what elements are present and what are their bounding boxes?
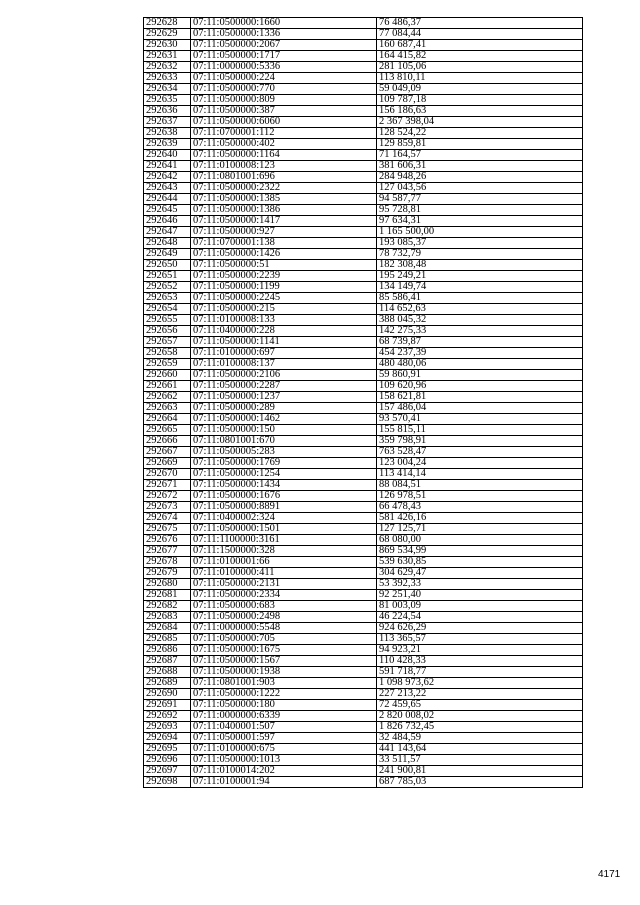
table-row: [144, 414, 583, 425]
table-row: [144, 205, 583, 216]
table-row: [144, 458, 583, 469]
value-cell: 1 826 732,45: [377, 722, 583, 733]
value-cell: 53 392,33: [377, 579, 583, 590]
cadastral-number-cell: 07:11:0000000:6339: [191, 711, 377, 722]
table-row: [144, 502, 583, 513]
value-cell: 381 606,31: [377, 161, 583, 172]
value-cell: 97 634,31: [377, 216, 583, 227]
row-number-cell: 292650: [144, 260, 191, 271]
cadastral-number-cell: 07:11:0500000:1141: [191, 337, 377, 348]
row-number-cell: 292694: [144, 733, 191, 744]
table-row: [144, 271, 583, 282]
cadastral-number-cell: 07:11:0500000:6060: [191, 117, 377, 128]
row-number-cell: 292665: [144, 425, 191, 436]
table-row: [144, 535, 583, 546]
cadastral-number-cell: 07:11:0100000:675: [191, 744, 377, 755]
table-row: [144, 491, 583, 502]
row-number-cell: 292685: [144, 634, 191, 645]
value-cell: 155 815,11: [377, 425, 583, 436]
cadastral-number-cell: 07:11:0500001:597: [191, 733, 377, 744]
cadastral-number-cell: 07:11:0100008:123: [191, 161, 377, 172]
table-row: [144, 579, 583, 590]
value-cell: 454 237,39: [377, 348, 583, 359]
value-cell: 88 084,51: [377, 480, 583, 491]
table-row: [144, 18, 583, 29]
row-number-cell: 292663: [144, 403, 191, 414]
table-row: [144, 590, 583, 601]
cadastral-number-cell: 07:11:0500000:1222: [191, 689, 377, 700]
value-cell: 93 570,41: [377, 414, 583, 425]
row-number-cell: 292644: [144, 194, 191, 205]
row-number-cell: 292671: [144, 480, 191, 491]
row-number-cell: 292645: [144, 205, 191, 216]
cadastral-number-cell: 07:11:0000000:5336: [191, 62, 377, 73]
value-cell: 195 249,21: [377, 271, 583, 282]
table-row: [144, 348, 583, 359]
table-row: [144, 216, 583, 227]
value-cell: 77 084,44: [377, 29, 583, 40]
cadastral-number-cell: 07:11:0500000:2106: [191, 370, 377, 381]
table-row: [144, 29, 583, 40]
table-row: [144, 436, 583, 447]
cadastral-number-cell: 07:11:0500000:1417: [191, 216, 377, 227]
table-row: [144, 117, 583, 128]
cadastral-number-cell: 07:11:0400000:228: [191, 326, 377, 337]
value-cell: 480 480,06: [377, 359, 583, 370]
value-cell: 123 004,24: [377, 458, 583, 469]
cadastral-number-cell: 07:11:0000000:5548: [191, 623, 377, 634]
table-row: [144, 689, 583, 700]
value-cell: 59 049,09: [377, 84, 583, 95]
table-row: [144, 667, 583, 678]
row-number-cell: 292649: [144, 249, 191, 260]
cadastral-number-cell: 07:11:0500000:215: [191, 304, 377, 315]
table-row: [144, 304, 583, 315]
cadastral-number-cell: 07:11:0500000:1426: [191, 249, 377, 260]
row-number-cell: 292637: [144, 117, 191, 128]
value-cell: 2 367 398,04: [377, 117, 583, 128]
table-row: [144, 546, 583, 557]
value-cell: 591 718,77: [377, 667, 583, 678]
value-cell: 158 621,81: [377, 392, 583, 403]
cadastral-number-cell: 07:11:0500000:387: [191, 106, 377, 117]
value-cell: 59 860,91: [377, 370, 583, 381]
value-cell: 127 125,71: [377, 524, 583, 535]
cadastral-number-cell: 07:11:0100001:94: [191, 777, 377, 788]
cadastral-number-cell: 07:11:0801001:696: [191, 172, 377, 183]
table-row: [144, 480, 583, 491]
value-cell: 109 787,18: [377, 95, 583, 106]
table-row: [144, 51, 583, 62]
value-cell: 359 798,91: [377, 436, 583, 447]
cadastral-number-cell: 07:11:0500000:150: [191, 425, 377, 436]
value-cell: 193 085,37: [377, 238, 583, 249]
table-row: [144, 513, 583, 524]
cadastral-number-cell: 07:11:0500000:1660: [191, 18, 377, 29]
table-row: [144, 392, 583, 403]
row-number-cell: 292640: [144, 150, 191, 161]
row-number-cell: 292693: [144, 722, 191, 733]
row-number-cell: 292681: [144, 590, 191, 601]
table-row: [144, 744, 583, 755]
value-cell: 157 486,04: [377, 403, 583, 414]
row-number-cell: 292664: [144, 414, 191, 425]
table-row: [144, 403, 583, 414]
row-number-cell: 292669: [144, 458, 191, 469]
row-number-cell: 292651: [144, 271, 191, 282]
cadastral-number-cell: 07:11:1100000:3161: [191, 535, 377, 546]
row-number-cell: 292698: [144, 777, 191, 788]
cadastral-number-cell: 07:11:0500000:180: [191, 700, 377, 711]
cadastral-number-cell: 07:11:1500000:328: [191, 546, 377, 557]
table-row: [144, 172, 583, 183]
value-cell: 76 486,37: [377, 18, 583, 29]
value-cell: 78 732,79: [377, 249, 583, 260]
table-row: [144, 282, 583, 293]
cadastral-number-cell: 07:11:0500000:224: [191, 73, 377, 84]
cadastral-number-cell: 07:11:0500000:2131: [191, 579, 377, 590]
row-number-cell: 292642: [144, 172, 191, 183]
row-number-cell: 292675: [144, 524, 191, 535]
cadastral-number-cell: 07:11:0500000:1386: [191, 205, 377, 216]
cadastral-number-cell: 07:11:0500000:1462: [191, 414, 377, 425]
row-number-cell: 292686: [144, 645, 191, 656]
value-cell: 95 728,81: [377, 205, 583, 216]
value-cell: 113 414,14: [377, 469, 583, 480]
row-number-cell: 292630: [144, 40, 191, 51]
table-row: [144, 161, 583, 172]
value-cell: 142 275,33: [377, 326, 583, 337]
table-row: [144, 139, 583, 150]
value-cell: 1 165 500,00: [377, 227, 583, 238]
table-row: [144, 260, 583, 271]
value-cell: 2 820 008,02: [377, 711, 583, 722]
value-cell: 129 859,81: [377, 139, 583, 150]
table-row: [144, 128, 583, 139]
row-number-cell: 292654: [144, 304, 191, 315]
cadastral-number-cell: 07:11:0500000:1013: [191, 755, 377, 766]
row-number-cell: 292653: [144, 293, 191, 304]
row-number-cell: 292647: [144, 227, 191, 238]
row-number-cell: 292688: [144, 667, 191, 678]
value-cell: 763 528,47: [377, 447, 583, 458]
value-cell: 46 224,54: [377, 612, 583, 623]
cadastral-number-cell: 07:11:0500000:1676: [191, 491, 377, 502]
cadastral-number-cell: 07:11:0100000:697: [191, 348, 377, 359]
row-number-cell: 292659: [144, 359, 191, 370]
row-number-cell: 292655: [144, 315, 191, 326]
table-row: [144, 315, 583, 326]
row-number-cell: 292666: [144, 436, 191, 447]
cadastral-number-cell: 07:11:0500000:402: [191, 139, 377, 150]
value-cell: 71 164,57: [377, 150, 583, 161]
row-number-cell: 292652: [144, 282, 191, 293]
row-number-cell: 292696: [144, 755, 191, 766]
row-number-cell: 292643: [144, 183, 191, 194]
value-cell: 94 587,77: [377, 194, 583, 205]
cadastral-number-cell: 07:11:0400002:324: [191, 513, 377, 524]
table-row: [144, 194, 583, 205]
cadastral-number-cell: 07:11:0700001:112: [191, 128, 377, 139]
table-row: [144, 557, 583, 568]
row-number-cell: 292695: [144, 744, 191, 755]
cadastral-number-cell: 07:11:0500000:1199: [191, 282, 377, 293]
value-cell: 241 900,81: [377, 766, 583, 777]
value-cell: 128 524,22: [377, 128, 583, 139]
table-row: [144, 656, 583, 667]
cadastral-number-cell: 07:11:0500000:1769: [191, 458, 377, 469]
cadastral-number-cell: 07:11:0500000:1434: [191, 480, 377, 491]
table-row: [144, 733, 583, 744]
value-cell: 113 365,57: [377, 634, 583, 645]
row-number-cell: 292682: [144, 601, 191, 612]
row-number-cell: 292670: [144, 469, 191, 480]
row-number-cell: 292638: [144, 128, 191, 139]
cadastral-number-cell: 07:11:0500000:1164: [191, 150, 377, 161]
value-cell: 304 629,47: [377, 568, 583, 579]
cadastral-number-cell: 07:11:0500000:1567: [191, 656, 377, 667]
row-number-cell: 292633: [144, 73, 191, 84]
value-cell: 72 459,65: [377, 700, 583, 711]
value-cell: 281 105,06: [377, 62, 583, 73]
value-cell: 114 652,63: [377, 304, 583, 315]
value-cell: 127 043,56: [377, 183, 583, 194]
cadastral-number-cell: 07:11:0700001:138: [191, 238, 377, 249]
row-number-cell: 292635: [144, 95, 191, 106]
row-number-cell: 292629: [144, 29, 191, 40]
table-row: [144, 601, 583, 612]
row-number-cell: 292677: [144, 546, 191, 557]
row-number-cell: 292697: [144, 766, 191, 777]
value-cell: 924 626,29: [377, 623, 583, 634]
value-cell: 92 251,40: [377, 590, 583, 601]
value-cell: 539 630,85: [377, 557, 583, 568]
cadastral-number-cell: 07:11:0500000:2322: [191, 183, 377, 194]
row-number-cell: 292691: [144, 700, 191, 711]
cadastral-number-cell: 07:11:0500000:51: [191, 260, 377, 271]
row-number-cell: 292636: [144, 106, 191, 117]
cadastral-number-cell: 07:11:0500000:770: [191, 84, 377, 95]
row-number-cell: 292662: [144, 392, 191, 403]
value-cell: 581 426,16: [377, 513, 583, 524]
cadastral-number-cell: 07:11:0500000:1717: [191, 51, 377, 62]
cadastral-number-cell: 07:11:0100008:133: [191, 315, 377, 326]
cadastral-number-cell: 07:11:0100001:66: [191, 557, 377, 568]
table-row: [144, 370, 583, 381]
table-row: [144, 777, 583, 788]
cadastral-number-cell: 07:11:0500000:1938: [191, 667, 377, 678]
cadastral-number-cell: 07:11:0500000:1501: [191, 524, 377, 535]
value-cell: 156 186,63: [377, 106, 583, 117]
value-cell: 441 143,64: [377, 744, 583, 755]
value-cell: 109 620,96: [377, 381, 583, 392]
row-number-cell: 292690: [144, 689, 191, 700]
table-row: [144, 645, 583, 656]
table-row: [144, 40, 583, 51]
row-number-cell: 292667: [144, 447, 191, 458]
value-cell: 33 511,57: [377, 755, 583, 766]
cadastral-number-cell: 07:11:0100014:202: [191, 766, 377, 777]
row-number-cell: 292632: [144, 62, 191, 73]
row-number-cell: 292674: [144, 513, 191, 524]
table-row: [144, 106, 583, 117]
row-number-cell: 292656: [144, 326, 191, 337]
value-cell: 113 810,11: [377, 73, 583, 84]
row-number-cell: 292676: [144, 535, 191, 546]
value-cell: 32 484,59: [377, 733, 583, 744]
cadastral-number-cell: 07:11:0500000:809: [191, 95, 377, 106]
table-row: [144, 249, 583, 260]
row-number-cell: 292641: [144, 161, 191, 172]
value-cell: 869 534,99: [377, 546, 583, 557]
cadastral-number-cell: 07:11:0801001:903: [191, 678, 377, 689]
cadastral-number-cell: 07:11:0500000:705: [191, 634, 377, 645]
value-cell: 81 003,09: [377, 601, 583, 612]
value-cell: 1 098 973,62: [377, 678, 583, 689]
table-row: [144, 766, 583, 777]
table-row: [144, 183, 583, 194]
table-row: [144, 238, 583, 249]
cadastral-number-cell: 07:11:0100000:411: [191, 568, 377, 579]
row-number-cell: 292692: [144, 711, 191, 722]
row-number-cell: 292631: [144, 51, 191, 62]
value-cell: 134 149,74: [377, 282, 583, 293]
value-cell: 388 045,32: [377, 315, 583, 326]
value-cell: 687 785,03: [377, 777, 583, 788]
row-number-cell: 292657: [144, 337, 191, 348]
table-body: [144, 18, 583, 788]
row-number-cell: 292628: [144, 18, 191, 29]
table-row: [144, 337, 583, 348]
cadastral-number-cell: 07:11:0500000:2287: [191, 381, 377, 392]
cadastral-number-cell: 07:11:0500000:2067: [191, 40, 377, 51]
table-row: [144, 469, 583, 480]
table-row: [144, 95, 583, 106]
cadastral-number-cell: 07:11:0500000:2239: [191, 271, 377, 282]
row-number-cell: 292679: [144, 568, 191, 579]
table-row: [144, 62, 583, 73]
row-number-cell: 292673: [144, 502, 191, 513]
cadastral-number-cell: 07:11:0500005:283: [191, 447, 377, 458]
cadastral-number-cell: 07:11:0500000:1675: [191, 645, 377, 656]
table-row: [144, 447, 583, 458]
cadastral-number-cell: 07:11:0500000:1237: [191, 392, 377, 403]
value-cell: 160 687,41: [377, 40, 583, 51]
table-row: [144, 73, 583, 84]
table-row: [144, 623, 583, 634]
row-number-cell: 292646: [144, 216, 191, 227]
value-cell: 284 948,26: [377, 172, 583, 183]
page-number: 4171: [598, 869, 621, 880]
row-number-cell: 292660: [144, 370, 191, 381]
cadastral-number-cell: 07:11:0100008:137: [191, 359, 377, 370]
value-cell: 164 415,82: [377, 51, 583, 62]
row-number-cell: 292639: [144, 139, 191, 150]
cadastral-number-cell: 07:11:0801001:670: [191, 436, 377, 447]
table-row: [144, 84, 583, 95]
table-row: [144, 568, 583, 579]
cadastral-number-cell: 07:11:0500000:927: [191, 227, 377, 238]
row-number-cell: 292684: [144, 623, 191, 634]
cadastral-value-table: [143, 17, 583, 788]
table-row: [144, 381, 583, 392]
value-cell: 182 308,48: [377, 260, 583, 271]
cadastral-number-cell: 07:11:0500000:2498: [191, 612, 377, 623]
value-cell: 227 213,22: [377, 689, 583, 700]
table-row: [144, 150, 583, 161]
cadastral-number-cell: 07:11:0500000:683: [191, 601, 377, 612]
row-number-cell: 292687: [144, 656, 191, 667]
cadastral-number-cell: 07:11:0400001:507: [191, 722, 377, 733]
value-cell: 94 923,21: [377, 645, 583, 656]
table-row: [144, 425, 583, 436]
row-number-cell: 292689: [144, 678, 191, 689]
row-number-cell: 292680: [144, 579, 191, 590]
table-row: [144, 293, 583, 304]
cadastral-number-cell: 07:11:0500000:8891: [191, 502, 377, 513]
value-cell: 66 478,43: [377, 502, 583, 513]
cadastral-number-cell: 07:11:0500000:1254: [191, 469, 377, 480]
table-row: [144, 612, 583, 623]
cadastral-number-cell: 07:11:0500000:289: [191, 403, 377, 414]
table-row: [144, 711, 583, 722]
row-number-cell: 292678: [144, 557, 191, 568]
row-number-cell: 292683: [144, 612, 191, 623]
cadastral-number-cell: 07:11:0500000:2245: [191, 293, 377, 304]
table-row: [144, 227, 583, 238]
cadastral-number-cell: 07:11:0500000:2334: [191, 590, 377, 601]
value-cell: 68 739,87: [377, 337, 583, 348]
row-number-cell: 292661: [144, 381, 191, 392]
cadastral-number-cell: 07:11:0500000:1336: [191, 29, 377, 40]
table-row: [144, 326, 583, 337]
value-cell: 85 586,41: [377, 293, 583, 304]
table-row: [144, 359, 583, 370]
table-row: [144, 722, 583, 733]
table-row: [144, 524, 583, 535]
value-cell: 68 080,00: [377, 535, 583, 546]
cadastral-number-cell: 07:11:0500000:1385: [191, 194, 377, 205]
table-row: [144, 678, 583, 689]
table-row: [144, 634, 583, 645]
value-cell: 110 428,33: [377, 656, 583, 667]
table-row: [144, 700, 583, 711]
row-number-cell: 292634: [144, 84, 191, 95]
row-number-cell: 292672: [144, 491, 191, 502]
row-number-cell: 292648: [144, 238, 191, 249]
value-cell: 126 978,51: [377, 491, 583, 502]
table-row: [144, 755, 583, 766]
row-number-cell: 292658: [144, 348, 191, 359]
